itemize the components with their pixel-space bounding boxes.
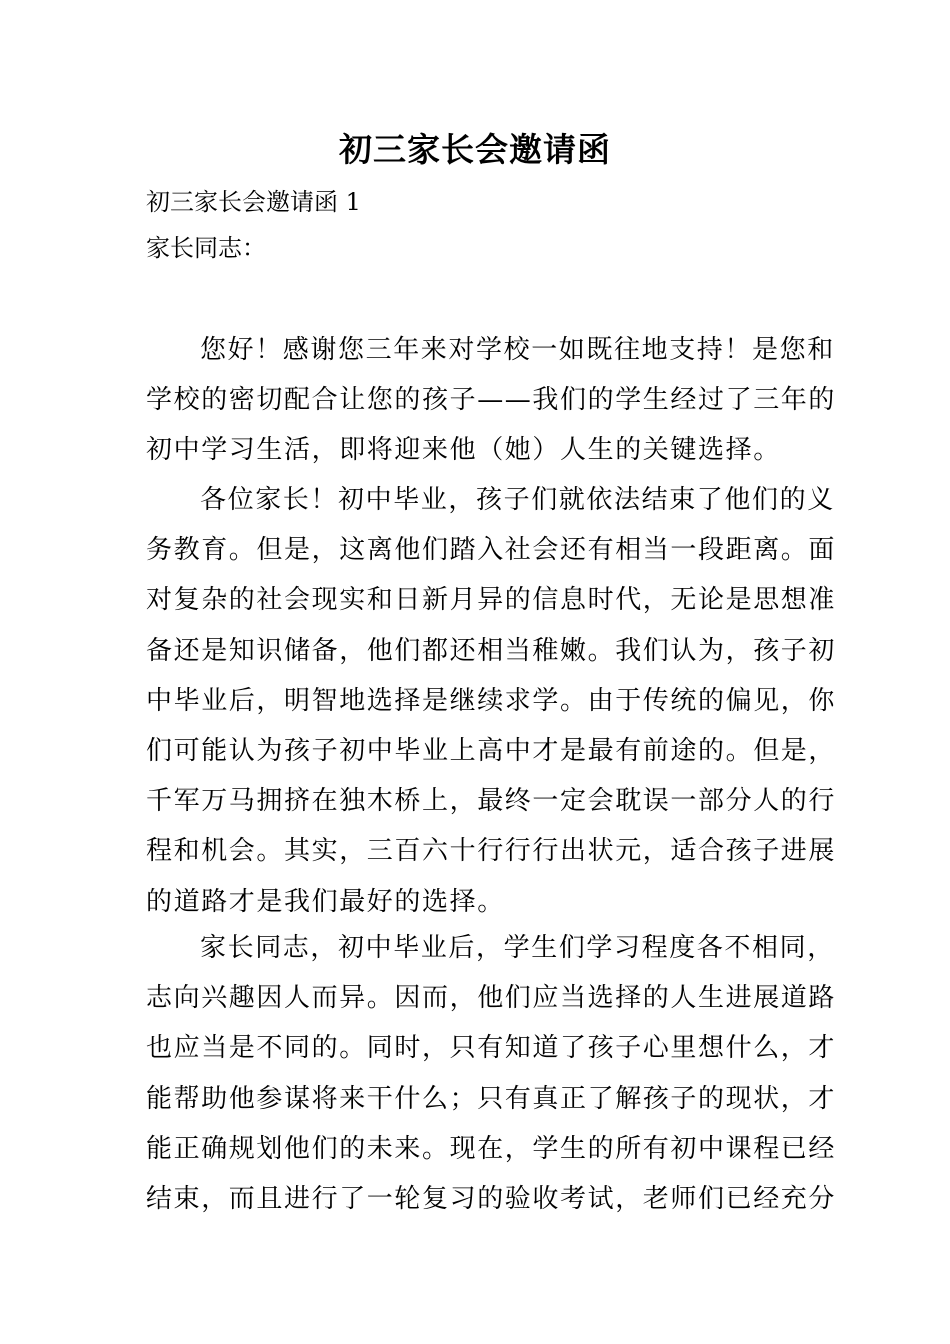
paragraph-line: 结束，而且进行了一轮复习的验收考试，老师们已经充分 <box>146 1183 837 1214</box>
paragraph-line: 家长同志，初中毕业后，学生们学习程度各不相同， <box>200 933 835 963</box>
paragraph-line: 学校的密切配合让您的孩子——我们的学生经过了三年的 <box>146 385 837 416</box>
document-subtitle: 初三家长会邀请函 1 <box>146 188 361 216</box>
paragraph-line: 中毕业后，明智地选择是继续求学。由于传统的偏见，你 <box>146 685 837 716</box>
paragraph-line: 备还是知识储备，他们都还相当稚嫩。我们认为，孩子初 <box>146 635 837 666</box>
paragraph-2 <box>146 475 837 927</box>
paragraph-line: 初中学习生活，即将迎来他（她）人生的关键选择。 <box>146 435 781 466</box>
paragraph-line: 们可能认为孩子初中毕业上高中才是最有前途的。但是， <box>146 735 837 766</box>
paragraph-line: 能正确规划他们的未来。现在，学生的所有初中课程已经 <box>146 1133 837 1164</box>
salutation: 家长同志： <box>146 234 266 262</box>
paragraph-line: 的道路才是我们最好的选择。 <box>146 886 505 917</box>
paragraph-line: 志向兴趣因人而异。因而，他们应当选择的人生进展道路 <box>146 983 837 1014</box>
paragraph-line: 程和机会。其实，三百六十行行行出状元，适合孩子进展 <box>146 836 837 867</box>
paragraph-line: 也应当是不同的。同时，只有知道了孩子心里想什么，才 <box>146 1033 837 1064</box>
paragraph-line: 对复杂的社会现实和日新月异的信息时代，无论是思想准 <box>146 585 837 616</box>
paragraph-line: 务教育。但是，这离他们踏入社会还有相当一段距离。面 <box>146 535 837 566</box>
document-title: 初三家长会邀请函 <box>339 130 611 169</box>
paragraph-3 <box>146 923 837 1224</box>
paragraph-line: 您好！感谢您三年来对学校一如既往地支持！是您和 <box>200 335 835 365</box>
paragraph-line: 各位家长！初中毕业，孩子们就依法结束了他们的义 <box>200 485 835 515</box>
paragraph-1 <box>146 325 837 476</box>
paragraph-line: 千军万马拥挤在独木桥上，最终一定会耽误一部分人的行 <box>146 786 837 817</box>
paragraph-line: 能帮助他参谋将来干什么；只有真正了解孩子的现状，才 <box>146 1083 837 1114</box>
